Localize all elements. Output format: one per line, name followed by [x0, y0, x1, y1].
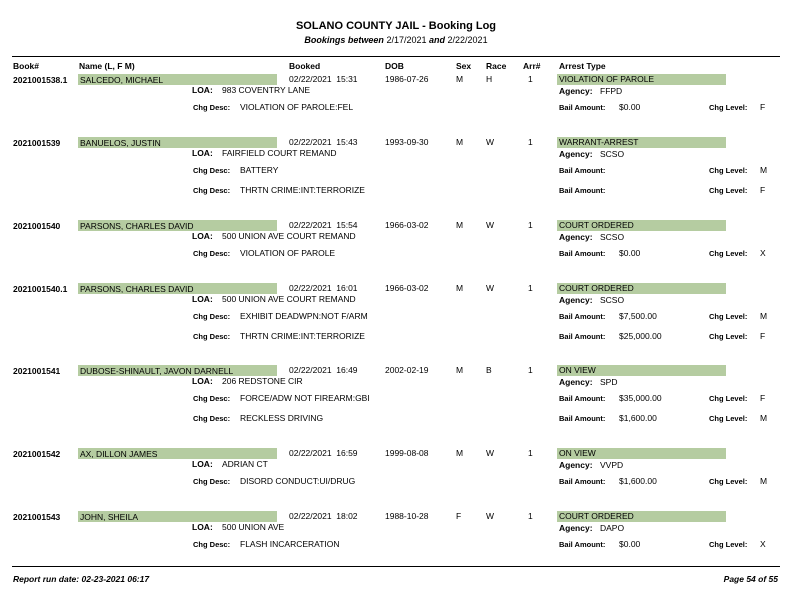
subtitle-prefix: Bookings between	[304, 35, 384, 45]
dob: 1988-10-28	[385, 511, 429, 521]
bail-amount-label: Bail Amount:	[559, 312, 606, 321]
loa-label: LOA:	[192, 522, 213, 532]
booked-datetime: 02/22/2021 16:49	[289, 365, 358, 375]
chg-desc-label: Chg Desc:	[193, 103, 231, 112]
arrest-type: COURT ORDERED	[559, 220, 634, 230]
arrest-number: 1	[528, 137, 533, 147]
booked-datetime: 02/22/2021 15:31	[289, 74, 358, 84]
booked-datetime: 02/22/2021 16:01	[289, 283, 358, 293]
loa-label: LOA:	[192, 231, 213, 241]
sex: M	[456, 74, 464, 84]
bail-amount-label: Bail Amount:	[559, 477, 606, 486]
bail-amount-label: Bail Amount:	[559, 186, 606, 195]
bail-amount-value: $35,000.00	[619, 393, 662, 403]
report-run-date	[13, 574, 149, 584]
bail-amount-label: Bail Amount:	[559, 166, 606, 175]
run-date-label: Report run date:	[13, 574, 80, 584]
start-date: 2/17/2021	[386, 35, 427, 45]
loa-label: LOA:	[192, 459, 213, 469]
loa-value: 500 UNION AVE	[222, 522, 285, 532]
arrest-type: ON VIEW	[559, 448, 596, 458]
inmate-name: JOHN, SHEILA	[80, 512, 139, 522]
agency-label: Agency:	[559, 149, 593, 159]
chg-desc-value: RECKLESS DRIVING	[240, 413, 324, 423]
race: H	[486, 74, 493, 84]
agency-value: DAPO	[600, 523, 625, 533]
chg-desc-value: VIOLATION OF PAROLE	[240, 248, 336, 258]
arrest-type: COURT ORDERED	[559, 283, 634, 293]
chg-level-value: F	[760, 102, 766, 112]
agency-label: Agency:	[559, 377, 593, 387]
bail-amount-label: Bail Amount:	[559, 414, 606, 423]
race: W	[486, 511, 495, 521]
bail-amount-value: $25,000.00	[619, 331, 662, 341]
agency-value: SCSO	[600, 232, 625, 242]
inmate-name: BANUELOS, JUSTIN	[80, 138, 161, 148]
dob: 1966-03-02	[385, 220, 429, 230]
dob: 2002-02-19	[385, 365, 429, 375]
book-number: 2021001540	[13, 221, 61, 231]
arrest-type: COURT ORDERED	[559, 511, 634, 521]
book-number: 2021001540.1	[13, 284, 68, 294]
charge-row	[0, 248, 792, 260]
col-name: Name (L, F M)	[79, 61, 135, 71]
race: W	[486, 448, 495, 458]
sex: M	[456, 283, 464, 293]
report-title: SOLANO COUNTY JAIL - Booking Log	[295, 20, 497, 32]
chg-desc-label: Chg Desc:	[193, 414, 231, 423]
dob: 1999-08-08	[385, 448, 429, 458]
agency-label: Agency:	[559, 295, 593, 305]
chg-desc-value: FORCE/ADW NOT FIREARM:GBI	[240, 393, 370, 403]
chg-desc-label: Chg Desc:	[193, 312, 231, 321]
col-dob: DOB	[385, 61, 404, 71]
arrest-number: 1	[528, 74, 533, 84]
agency-value: FFPD	[600, 86, 623, 96]
inmate-name: PARSONS, CHARLES DAVID	[80, 221, 194, 231]
chg-desc-label: Chg Desc:	[193, 477, 231, 486]
chg-level-label: Chg Level:	[709, 312, 748, 321]
inmate-name: PARSONS, CHARLES DAVID	[80, 284, 194, 294]
chg-level-label: Chg Level:	[709, 186, 748, 195]
loa-label: LOA:	[192, 376, 213, 386]
bail-amount-label: Bail Amount:	[559, 394, 606, 403]
charge-row	[0, 539, 792, 551]
book-number: 2021001538.1	[13, 75, 68, 85]
loa-label: LOA:	[192, 85, 213, 95]
dob: 1993-09-30	[385, 137, 429, 147]
chg-desc-value: VIOLATION OF PAROLE:FEL	[240, 102, 354, 112]
charge-row	[0, 311, 792, 323]
col-booked: Booked	[289, 61, 321, 71]
race: B	[486, 365, 492, 375]
chg-level-label: Chg Level:	[709, 332, 748, 341]
col-race: Race	[486, 61, 507, 71]
bottom-rule	[12, 566, 780, 567]
sex: M	[456, 220, 464, 230]
dob: 1966-03-02	[385, 283, 429, 293]
dob: 1986-07-26	[385, 74, 429, 84]
chg-level-value: M	[760, 165, 768, 175]
chg-level-value: M	[760, 413, 768, 423]
bail-amount-value: $0.00	[619, 248, 641, 258]
charge-row	[0, 331, 792, 343]
race: W	[486, 220, 495, 230]
agency-value: SCSO	[600, 295, 625, 305]
race: W	[486, 283, 495, 293]
chg-desc-label: Chg Desc:	[193, 249, 231, 258]
charge-row	[0, 102, 792, 114]
agency-value: SCSO	[600, 149, 625, 159]
chg-desc-label: Chg Desc:	[193, 332, 231, 341]
agency-label: Agency:	[559, 86, 593, 96]
arrest-number: 1	[528, 365, 533, 375]
charge-row	[0, 393, 792, 405]
loa-value: FAIRFIELD COURT REMAND	[222, 148, 337, 158]
arrest-number: 1	[528, 448, 533, 458]
bail-amount-label: Bail Amount:	[559, 103, 606, 112]
chg-level-label: Chg Level:	[709, 540, 748, 549]
booking-record	[0, 282, 792, 358]
chg-level-value: F	[760, 185, 766, 195]
col-arr: Arr#	[523, 61, 541, 71]
booking-record	[0, 364, 792, 440]
chg-desc-value: THRTN CRIME:INT:TERRORIZE	[240, 185, 365, 195]
chg-level-value: F	[760, 331, 766, 341]
chg-desc-value: FLASH INCARCERATION	[240, 539, 340, 549]
book-number: 2021001543	[13, 512, 61, 522]
chg-level-label: Chg Level:	[709, 414, 748, 423]
agency-label: Agency:	[559, 232, 593, 242]
arrest-type: VIOLATION OF PAROLE	[559, 74, 655, 84]
chg-desc-value: EXHIBIT DEADWPN:NOT F/ARM	[240, 311, 368, 321]
chg-level-value: X	[760, 248, 766, 258]
chg-level-value: X	[760, 539, 766, 549]
agency-label: Agency:	[559, 460, 593, 470]
col-arrest-type: Arrest Type	[559, 61, 606, 71]
bail-amount-label: Bail Amount:	[559, 249, 606, 258]
chg-level-label: Chg Level:	[709, 477, 748, 486]
chg-level-label: Chg Level:	[709, 394, 748, 403]
sex: M	[456, 365, 464, 375]
page-number: Page 54 of 55	[723, 574, 778, 584]
sex: M	[456, 137, 464, 147]
run-date-value: 02-23-2021 06:17	[81, 574, 150, 584]
bail-amount-label: Bail Amount:	[559, 540, 606, 549]
bail-amount-value: $7,500.00	[619, 311, 657, 321]
bail-amount-value: $0.00	[619, 539, 641, 549]
inmate-name: DUBOSE-SHINAULT, JAVON DARNELL	[80, 366, 234, 376]
arrest-number: 1	[528, 220, 533, 230]
top-rule	[12, 56, 780, 57]
charge-row	[0, 413, 792, 425]
inmate-name: AX, DILLON JAMES	[80, 449, 158, 459]
chg-level-label: Chg Level:	[709, 103, 748, 112]
chg-desc-value: THRTN CRIME:INT:TERRORIZE	[240, 331, 365, 341]
bail-amount-value: $1,600.00	[619, 476, 657, 486]
loa-label: LOA:	[192, 294, 213, 304]
agency-value: VVPD	[600, 460, 624, 470]
chg-level-value: M	[760, 311, 768, 321]
booked-datetime: 02/22/2021 15:43	[289, 137, 358, 147]
col-sex: Sex	[456, 61, 472, 71]
loa-value: 206 REDSTONE CIR	[222, 376, 303, 386]
loa-value: 500 UNION AVE COURT REMAND	[222, 294, 356, 304]
chg-level-label: Chg Level:	[709, 166, 748, 175]
col-book: Book#	[13, 61, 39, 71]
bail-amount-value: $1,600.00	[619, 413, 657, 423]
loa-label: LOA:	[192, 148, 213, 158]
bail-amount-label: Bail Amount:	[559, 332, 606, 341]
charge-row	[0, 476, 792, 488]
sex: M	[456, 448, 464, 458]
book-number: 2021001539	[13, 138, 61, 148]
chg-desc-label: Chg Desc:	[193, 186, 231, 195]
arrest-number: 1	[528, 283, 533, 293]
chg-level-value: M	[760, 476, 768, 486]
book-number: 2021001541	[13, 366, 61, 376]
chg-desc-label: Chg Desc:	[193, 540, 231, 549]
agency-value: SPD	[600, 377, 618, 387]
booked-datetime: 02/22/2021 15:54	[289, 220, 358, 230]
booked-datetime: 02/22/2021 16:59	[289, 448, 358, 458]
chg-desc-value: BATTERY	[240, 165, 279, 175]
race: W	[486, 137, 495, 147]
arrest-type: ON VIEW	[559, 365, 596, 375]
booking-record	[0, 136, 792, 212]
charge-row	[0, 165, 792, 177]
subtitle-and: and	[429, 35, 446, 45]
charge-row	[0, 185, 792, 197]
inmate-name: SALCEDO, MICHAEL	[80, 75, 164, 85]
chg-level-label: Chg Level:	[709, 249, 748, 258]
arrest-number: 1	[528, 511, 533, 521]
end-date: 2/22/2021	[447, 35, 488, 45]
arrest-type: WARRANT-ARREST	[559, 137, 639, 147]
report-subtitle	[0, 35, 792, 45]
chg-desc-value: DISORD CONDUCT:UI/DRUG	[240, 476, 356, 486]
loa-value: 983 COVENTRY LANE	[222, 85, 311, 95]
agency-label: Agency:	[559, 523, 593, 533]
chg-desc-label: Chg Desc:	[193, 394, 231, 403]
booked-datetime: 02/22/2021 18:02	[289, 511, 358, 521]
bail-amount-value: $0.00	[619, 102, 641, 112]
loa-value: ADRIAN CT	[222, 459, 268, 469]
chg-level-value: F	[760, 393, 766, 403]
book-number: 2021001542	[13, 449, 61, 459]
loa-value: 500 UNION AVE COURT REMAND	[222, 231, 356, 241]
sex: F	[456, 511, 462, 521]
chg-desc-label: Chg Desc:	[193, 166, 231, 175]
